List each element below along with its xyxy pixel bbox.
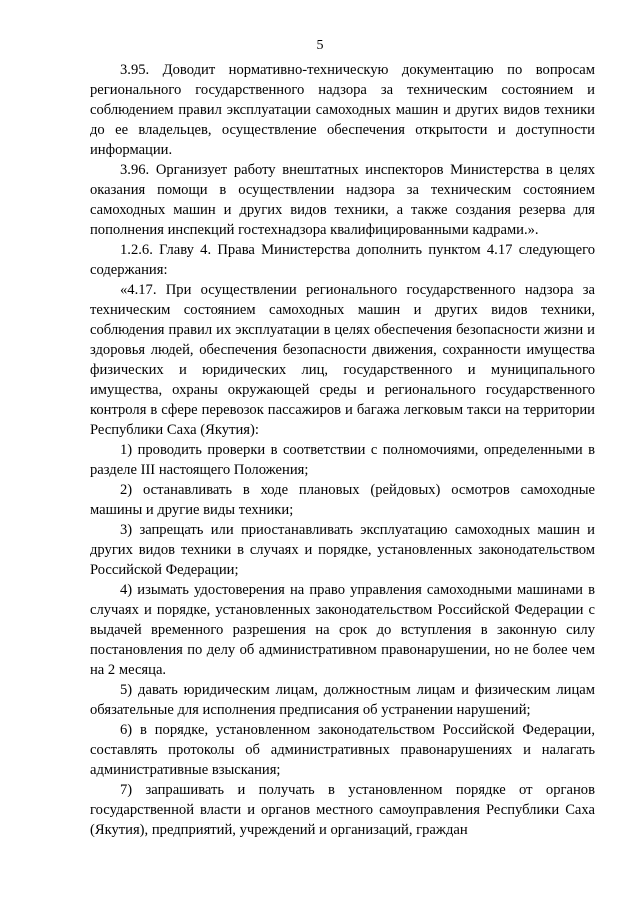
paragraph-1-2-6: 1.2.6. Главу 4. Права Министерства дополнить пунктом 4.17 следующего содержания: (90, 242, 595, 278)
document-body (90, 60, 595, 840)
list-item-5: 5) давать юридическим лицам, должностным лицам и физическим лицам обязательные для исполнения предписания об устранении нарушений; (90, 682, 595, 718)
list-item-1: 1) проводить проверки в соответствии с полномочиями, определенными в разделе III настоящего Положения; (90, 442, 595, 478)
list-item-6: 6) в порядке, установленном законодательством Российской Федерации, составлять протоколы об административных правонарушениях и налагать административные взыскания; (90, 722, 595, 778)
page-number: 5 (316, 38, 324, 53)
paragraph-3-95: 3.95. Доводит нормативно-техническую документацию по вопросам регионального государственного надзора за техническим состоянием и соблюдением правил эксплуатации самоходных машин и других видов техники до ее владельцев, осуществление обеспечения открытости и доступности информации. (90, 62, 595, 158)
list-item-2: 2) останавливать в ходе плановых (рейдовых) осмотров самоходные машины и другие виды техники; (90, 482, 595, 518)
paragraph-3-96: 3.96. Организует работу внештатных инспекторов Министерства в целях оказания помощи в осуществлении надзора за техническим состоянием самоходных машин и других видов техники, а также создания резерва для пополнения инспекций гостехнадзора квалифицированными кадрами.». (90, 162, 595, 238)
paragraph-4-17: «4.17. При осуществлении регионального государственного надзора за техническим состоянием самоходных машин и других видов техники, соблюдения правил их эксплуатации в целях обеспечения безопасности жизни и здоровья людей, обеспечения безопасности движения, сохранности имущества физических и юридических лиц, государственного и муниципального имущества, охраны окружающей среды и регионального государственного контроля в сфере перевозок пассажиров и багажа легковым такси на территории Республики Саха (Якутия): (90, 282, 595, 438)
list-item-4: 4) изымать удостоверения на право управления самоходными машинами в случаях и порядке, установленных законодательством Российской Федерации с выдачей временного разрешения на срок до вступления в законную силу постановления по делу об административном правонарушении, но не более чем на 2 месяца. (90, 582, 595, 678)
list-item-7: 7) запрашивать и получать в установленном порядке от органов государственной власти и органов местного самоуправления Республики Саха (Якутия), предприятий, учреждений и организаций, граждан (90, 782, 595, 838)
list-item-3: 3) запрещать или приостанавливать эксплуатацию самоходных машин и других видов техники в случаях и порядке, установленных законодательством Российской Федерации; (90, 522, 595, 578)
